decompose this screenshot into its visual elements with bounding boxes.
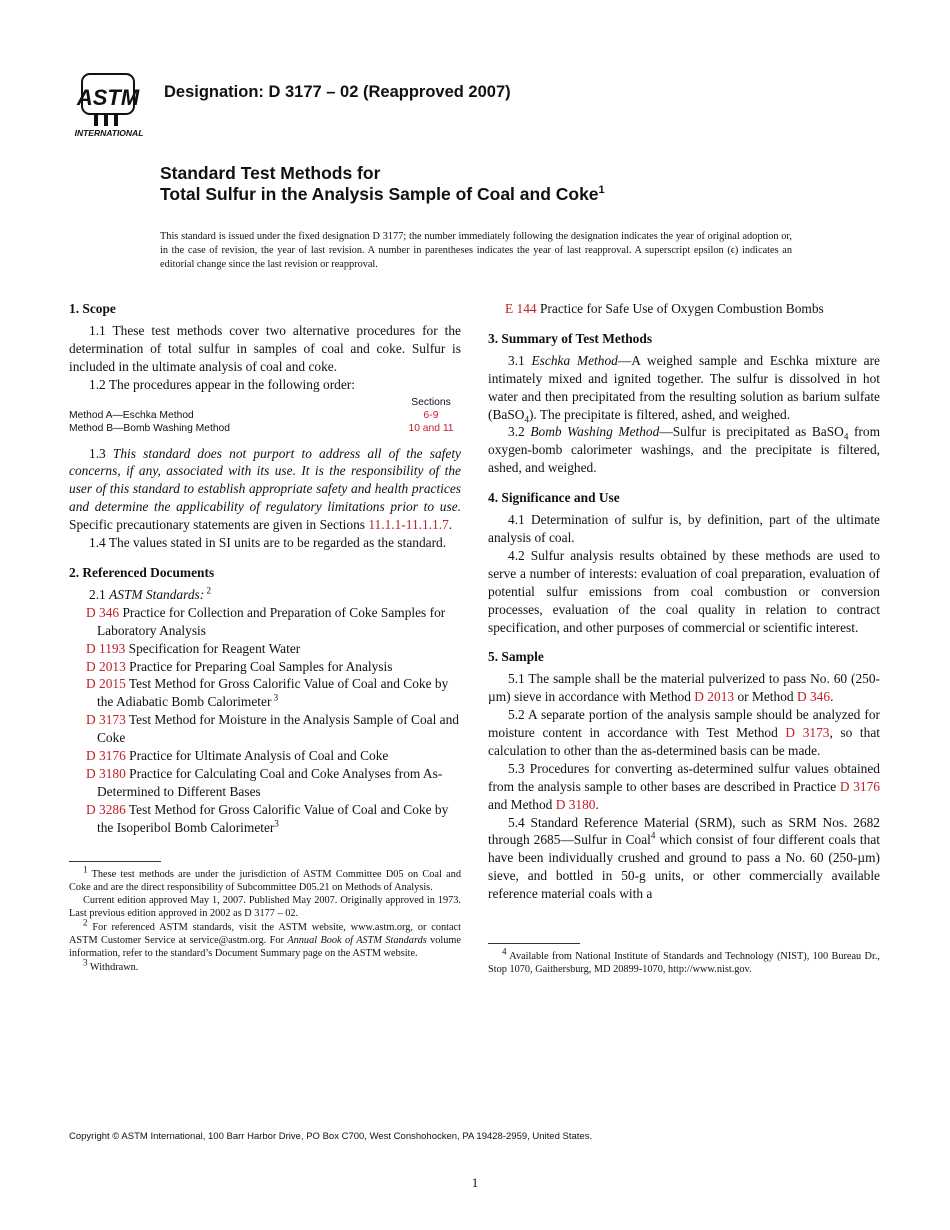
document-title [160, 163, 605, 205]
para-4-1: 4.1 Determination of sulfur is, by definition, part of the ultimate analysis of coal. [488, 512, 880, 545]
reference-link[interactable]: D 2013 [86, 658, 126, 674]
issue-note: This standard is issued under the fixed designation D 3177; the number immediately following the designation indicates the year of original adoption or, in the case of revision, the year of last revision. A number in parentheses indicates the year of last reapproval. A superscript epsilon (ϵ) indicates an editorial change since the last revision or reapproval. [160, 231, 792, 270]
reference-item: D 3173 Test Method for Moisture in the Analysis Sample of Coal and Coke [86, 712, 459, 746]
sections-link[interactable]: 6-9 [423, 409, 439, 421]
reference-item: E 144 Practice for Safe Use of Oxygen Combustion Bombs [505, 301, 824, 316]
reference-link[interactable]: D 3180 [86, 765, 126, 781]
footnote-4: $^4$ Available from National Institute of Standards and Technology (NIST), 100 Bureau Dr., Stop 1070, Gaithersburg, MD 20899-1070, http://www.nist.gov. [488, 946, 880, 976]
reference-link[interactable]: D 2013 [694, 689, 735, 705]
title-line-2: Total Sulfur in the Analysis Sample of Coal and Coke$^1$ [160, 184, 605, 204]
page-number: 1 [471, 1175, 479, 1190]
para-3-1: 3.1 Eschka Method—A weighed sample and Eschka mixture are intimately mixed and ignited together. The sulfur is dissolved in hot water and then precipitated from the resulting solution as barium sulfate (BaSO$_4$). The precipitate is filtered, ashed, and weighed. [488, 352, 881, 425]
para-3-2: 3.2 Bomb Washing Method—Sulfur is precipitated as BaSO$_4$ from oxygen-bomb calorimeter washings, and the precipitate is filtered, ashed, and weighed. [488, 424, 880, 476]
reference-item: D 3286 Test Method for Gross Calorific Value of Coal and Coke by the Isoperibol Bomb Calorimeter$^3$ [86, 801, 449, 835]
summary-heading: 3. Summary of Test Methods [488, 330, 653, 346]
sample-heading: 5. Sample [488, 649, 544, 665]
sections-link[interactable]: 11.1.1-11.1.1.7 [368, 517, 449, 533]
reference-link[interactable]: D 346 [86, 604, 120, 620]
para-4-2: 4.2 Sulfur analysis results obtained by these methods are used to serve a number of interests: evaluation of coal preparation, evaluation of potential sulfur emissions from coal combustion or conversion processes, evaluation of the coal quality in relation to contract specification, and other purposes of commercial or scientific interest. [488, 547, 880, 635]
reference-link[interactable]: D 3173 [86, 712, 126, 728]
method-row: Method A—Eschka Method 6-9 [69, 409, 461, 422]
right-column [488, 300, 880, 977]
svg-text:INTERNATIONAL: INTERNATIONAL [74, 128, 144, 138]
footnote-3: $^3$ Withdrawn. [83, 957, 139, 973]
reference-item: D 3176 Practice for Ultimate Analysis of Coal and Coke [86, 748, 389, 764]
para-5-1: 5.1 The sample shall be the material pulverized to pass No. 60 (250-µm) sieve in accordance with Method D 2013 or Method D 346. [488, 671, 880, 705]
reference-link[interactable]: D 3176 [839, 778, 880, 794]
reference-link[interactable]: D 3176 [86, 748, 126, 764]
svg-text:ASTM: ASTM [76, 85, 140, 110]
reference-link[interactable]: D 3173 [785, 725, 830, 741]
para-1-1: 1.1 These test methods cover two alternative procedures for the determination of total sulfur in samples of coal and coke. Sulfur is included in the ultimate analysis of coal and coke. [69, 322, 461, 374]
para-1-2: 1.2 The procedures appear in the following order: [89, 376, 355, 392]
reference-item: D 1193 Specification for Reagent Water [86, 640, 301, 656]
para-1-4: 1.4 The values stated in SI units are to be regarded as the standard. [89, 535, 447, 551]
reference-link[interactable]: D 3286 [86, 801, 126, 817]
sections-header: Sections [411, 396, 451, 408]
para-5-4: 5.4 Standard Reference Material (SRM), such as SRM Nos. 2682 through 2685—Sulfur in Coal$^4$ which consist of four different coals that have been individually crushed and ground to pass a No. 60 (250-µm) sieve, and bottled in 50-g units, or other commercially available reference material coals with a [488, 814, 880, 902]
footnote-1-edition: Current edition approved May 1, 2007. Published May 2007. Originally approved in 1973. Last previous edition approved in 2002 as D 3177 – 02. [69, 895, 461, 920]
footnote-2: $^2$ For referenced ASTM standards, visit the ASTM website, www.astm.org, or contact ASTM Customer Service at service@astm.org. For Annual Book of ASTM Standards volume information, refer to the standard’s Document Summary page on the ASTM website. [69, 917, 462, 960]
para-5-3: 5.3 Procedures for converting as-determined sulfur values obtained from the analysis sample to other bases are described in Practice D 3176 and Method D 3180. [488, 760, 880, 812]
method-row: Method B—Bomb Washing Method 10 and 11 [69, 422, 461, 435]
reference-item: D 3180 Practice for Calculating Coal and Coke Analyses from As-Determined to Different Bases [86, 765, 443, 799]
reference-item: D 2013 Practice for Preparing Coal Samples for Analysis [86, 658, 393, 674]
title-line-1: Standard Test Methods for [160, 163, 381, 183]
footnote-divider [69, 861, 161, 862]
copyright-notice: Copyright © ASTM International, 100 Barr Harbor Drive, PO Box C700, West Conshohocken, PA 19428-2959, United States. [69, 1131, 593, 1142]
para-5-2: 5.2 A separate portion of the analysis sample should be analyzed for moisture content in accordance with Test Method D 3173, so that calculation to other than the as-determined basis can be made. [488, 707, 881, 758]
reference-link[interactable]: D 2015 [86, 676, 126, 692]
sections-link[interactable]: 10 and 11 [408, 422, 454, 434]
significance-heading: 4. Significance and Use [488, 490, 620, 506]
reference-link[interactable]: D 3180 [555, 796, 596, 812]
reference-item: D 346 Practice for Collection and Preparation of Coke Samples for Laboratory Analysis [86, 604, 446, 638]
para-2-1: 2.1 ASTM Standards: $^2$ [89, 585, 211, 602]
reference-item: D 2015 Test Method for Gross Calorific Value of Coal and Coke by the Adiabatic Bomb Calorimeter $^3$ [86, 676, 449, 710]
reference-link[interactable]: D 1193 [86, 640, 126, 656]
scope-heading: 1. Scope [69, 301, 116, 316]
footnote-1: $^1$ These test methods are under the jurisdiction of ASTM Committee D05 on Coal and Coke and are the direct responsibility of Subcommittee D05.21 on Methods of Analysis. [69, 864, 461, 893]
reference-link[interactable]: E 144 [505, 301, 537, 316]
para-1-3: 1.3 This standard does not purport to address all of the safety concerns, if any, associated with its use. It is the responsibility of the user of this standard to establish appropriate safety and health practices and determine the applicability of regulatory limitations prior to use. Specific precautionary statements are given in Sections 11.1.1-11.1.1.7. [69, 445, 461, 533]
footnote-divider [488, 943, 580, 944]
astm-logo [68, 72, 150, 140]
reference-link[interactable]: D 346 [796, 689, 831, 705]
left-column [69, 300, 461, 974]
refdocs-heading: 2. Referenced Documents [69, 564, 215, 580]
designation: Designation: D 3177 – 02 (Reapproved 2007) [164, 83, 511, 101]
methods-table [69, 396, 461, 435]
